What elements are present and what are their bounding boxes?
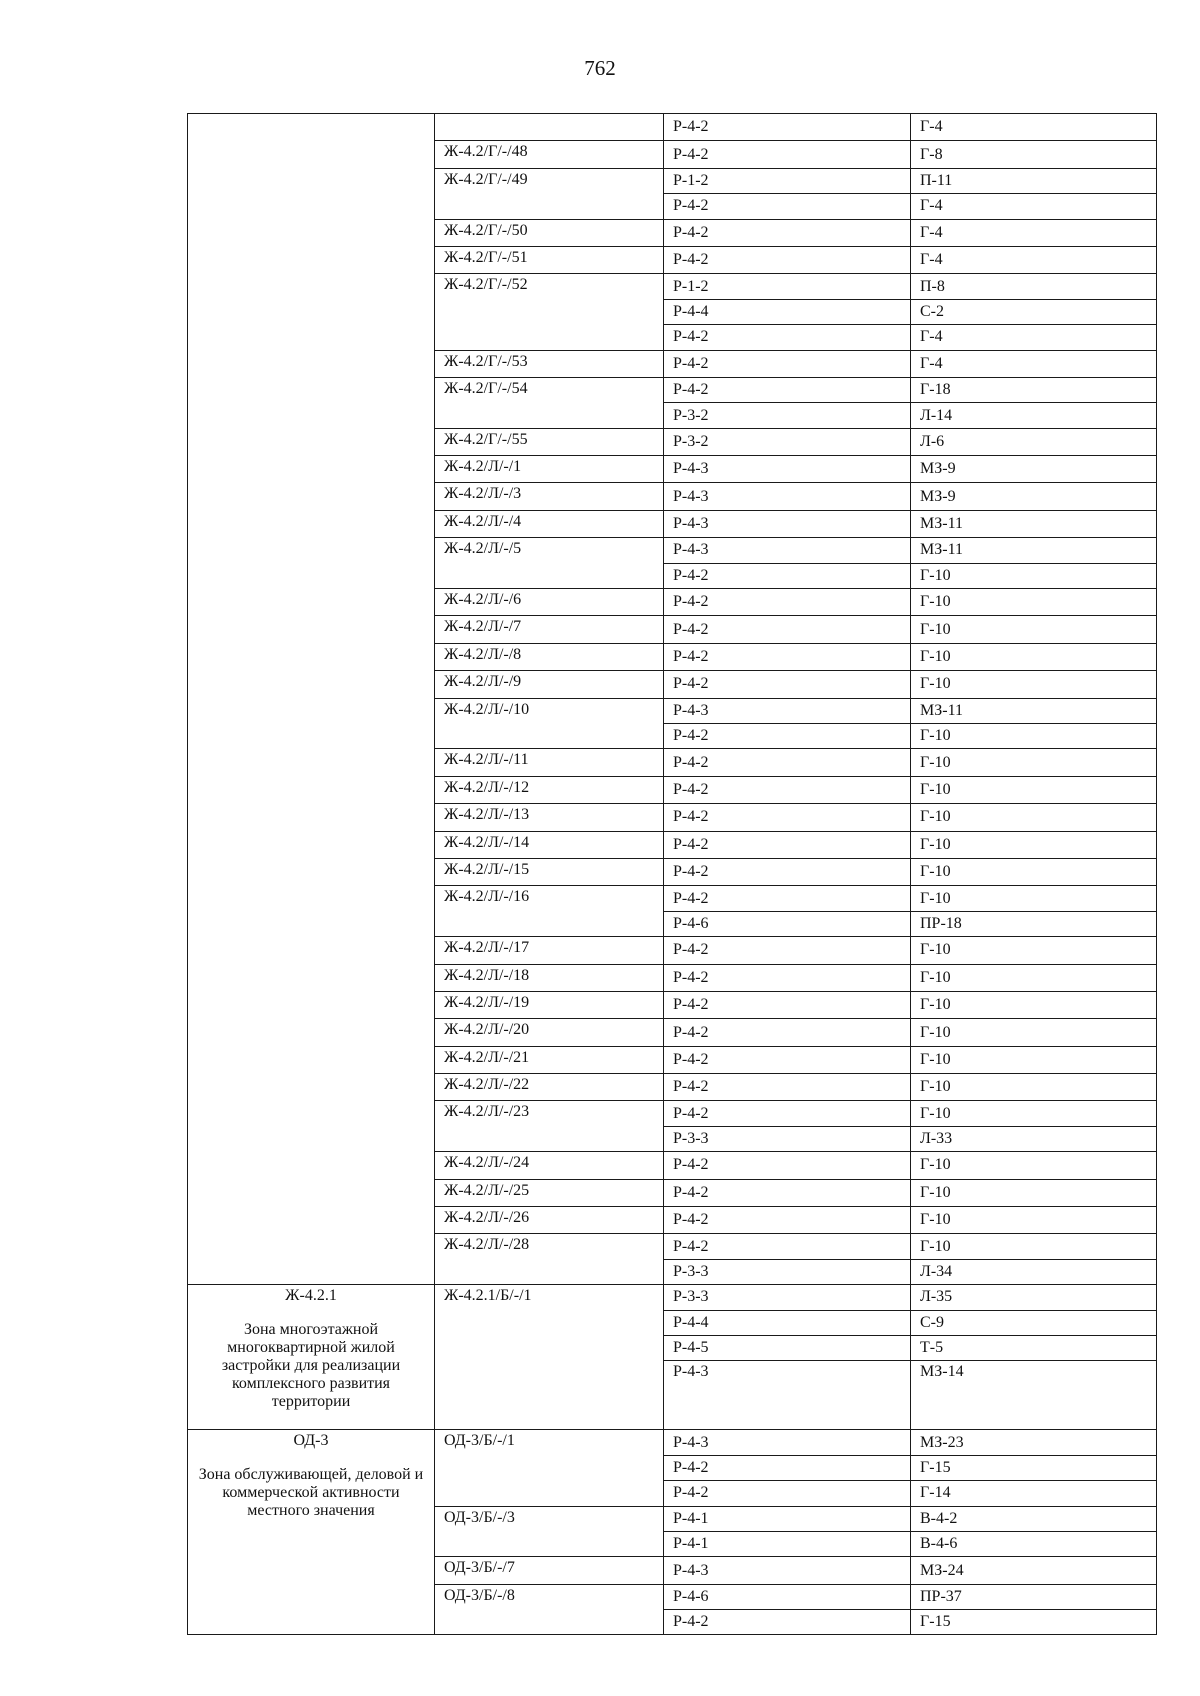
- object-code-cell: Г-10: [911, 1074, 1157, 1101]
- r-code-cell: Р-4-2: [664, 114, 911, 141]
- r-code-cell: Р-4-2: [664, 1074, 911, 1101]
- subzone-code-cell: Ж-4.2/Л/-/21: [435, 1046, 664, 1073]
- r-code-cell: Р-4-1: [664, 1531, 911, 1556]
- object-code-cell: Г-10: [911, 589, 1157, 616]
- zone-cell: [188, 1430, 435, 1635]
- subzone-code-cell: Ж-4.2/Л/-/14: [435, 831, 664, 858]
- subzone-code-cell: Ж-4.2/Л/-/15: [435, 858, 664, 885]
- r-code-cell: Р-3-3: [664, 1126, 911, 1151]
- subzone-code-cell: Ж-4.2/Л/-/8: [435, 643, 664, 670]
- r-code-cell: Р-4-3: [664, 698, 911, 723]
- object-code-cell: МЗ-24: [911, 1557, 1157, 1584]
- object-code-cell: Г-10: [911, 643, 1157, 670]
- object-code-cell: МЗ-23: [911, 1430, 1157, 1455]
- r-code-cell: Р-4-3: [664, 1430, 911, 1455]
- r-code-cell: Р-4-3: [664, 483, 911, 510]
- subzone-code-cell: Ж-4.2/Л/-/1: [435, 456, 664, 483]
- subzone-code-cell: Ж-4.2/Л/-/11: [435, 749, 664, 776]
- object-code-cell: Г-14: [911, 1481, 1157, 1506]
- zone-description: Зона многоэтажной многоквартирной жилой застройки для реализации комплексного развития территории: [221, 1321, 401, 1410]
- subzone-code-cell: ОД-3/Б/-/1: [435, 1430, 664, 1506]
- object-code-cell: Г-10: [911, 1046, 1157, 1073]
- r-code-cell: Р-4-2: [664, 563, 911, 588]
- r-code-cell: Р-3-2: [664, 403, 911, 428]
- r-code-cell: Р-4-6: [664, 911, 911, 936]
- subzone-code-cell: Ж-4.2/Л/-/12: [435, 776, 664, 803]
- r-code-cell: Р-4-4: [664, 299, 911, 324]
- r-code-cell: Р-1-2: [664, 168, 911, 193]
- object-code-cell: МЗ-9: [911, 483, 1157, 510]
- object-code-cell: С-2: [911, 299, 1157, 324]
- object-code-cell: Л-33: [911, 1126, 1157, 1151]
- r-code-cell: Р-4-2: [664, 1207, 911, 1234]
- r-code-cell: Р-4-3: [664, 1361, 911, 1430]
- subzone-code-cell: Ж-4.2/Л/-/7: [435, 616, 664, 643]
- object-code-cell: С-9: [911, 1310, 1157, 1335]
- r-code-cell: Р-4-3: [664, 1557, 911, 1584]
- object-code-cell: Г-10: [911, 749, 1157, 776]
- subzone-code-cell: Ж-4.2/Л/-/20: [435, 1019, 664, 1046]
- subzone-code-cell: Ж-4.2/Л/-/16: [435, 886, 664, 937]
- object-code-cell: ПР-18: [911, 911, 1157, 936]
- object-code-cell: Г-10: [911, 991, 1157, 1018]
- r-code-cell: Р-4-2: [664, 723, 911, 748]
- object-code-cell: Л-34: [911, 1259, 1157, 1284]
- subzone-code-cell: Ж-4.2/Л/-/25: [435, 1179, 664, 1206]
- object-code-cell: Г-10: [911, 776, 1157, 803]
- object-code-cell: Г-18: [911, 377, 1157, 402]
- object-code-cell: Г-10: [911, 1152, 1157, 1179]
- r-code-cell: Р-4-2: [664, 1610, 911, 1635]
- subzone-code-cell: Ж-4.2/Г/-/48: [435, 141, 664, 168]
- r-code-cell: Р-4-2: [664, 671, 911, 698]
- object-code-cell: МЗ-11: [911, 698, 1157, 723]
- object-code-cell: Г-10: [911, 1234, 1157, 1259]
- object-code-cell: Г-4: [911, 246, 1157, 273]
- subzone-code-cell: Ж-4.2/Л/-/5: [435, 538, 664, 589]
- r-code-cell: Р-4-2: [664, 1455, 911, 1480]
- subzone-code-cell: Ж-4.2/Л/-/26: [435, 1207, 664, 1234]
- r-code-cell: Р-4-2: [664, 1152, 911, 1179]
- object-code-cell: Г-10: [911, 964, 1157, 991]
- subzone-code-cell: Ж-4.2/Л/-/10: [435, 698, 664, 749]
- r-code-cell: Р-4-2: [664, 219, 911, 246]
- subzone-code-cell: Ж-4.2/Л/-/9: [435, 671, 664, 698]
- object-code-cell: Г-10: [911, 1101, 1157, 1126]
- object-code-cell: Г-4: [911, 194, 1157, 219]
- subzone-code-cell: Ж-4.2/Г/-/49: [435, 168, 664, 219]
- subzone-code-cell: Ж-4.2/Г/-/55: [435, 428, 664, 455]
- object-code-cell: Г-10: [911, 1179, 1157, 1206]
- r-code-cell: Р-4-2: [664, 1101, 911, 1126]
- r-code-cell: Р-4-5: [664, 1335, 911, 1360]
- object-code-cell: Г-10: [911, 886, 1157, 911]
- subzone-code-cell: ОД-3/Б/-/3: [435, 1506, 664, 1557]
- object-code-cell: П-8: [911, 274, 1157, 299]
- subzone-code-cell: Ж-4.2/Г/-/53: [435, 350, 664, 377]
- subzone-code-cell: Ж-4.2/Л/-/24: [435, 1152, 664, 1179]
- object-code-cell: Г-4: [911, 219, 1157, 246]
- object-code-cell: Г-10: [911, 858, 1157, 885]
- object-code-cell: Г-10: [911, 1019, 1157, 1046]
- r-code-cell: Р-4-2: [664, 831, 911, 858]
- r-code-cell: Р-4-2: [664, 776, 911, 803]
- subzone-code-cell: Ж-4.2/Л/-/13: [435, 804, 664, 831]
- subzone-code-cell: [435, 114, 664, 141]
- r-code-cell: Р-4-2: [664, 246, 911, 273]
- r-code-cell: Р-1-2: [664, 274, 911, 299]
- r-code-cell: Р-4-2: [664, 1234, 911, 1259]
- object-code-cell: Г-10: [911, 937, 1157, 964]
- r-code-cell: Р-4-2: [664, 350, 911, 377]
- zone-description: Зона обслуживающей, деловой и коммерческой активности местного значения: [198, 1466, 424, 1520]
- r-code-cell: Р-4-1: [664, 1506, 911, 1531]
- zone-cell: [188, 114, 435, 1285]
- r-code-cell: Р-4-2: [664, 991, 911, 1018]
- subzone-code-cell: Ж-4.2/Л/-/3: [435, 483, 664, 510]
- subzone-code-cell: Ж-4.2/Л/-/18: [435, 964, 664, 991]
- r-code-cell: Р-4-6: [664, 1584, 911, 1609]
- r-code-cell: Р-4-2: [664, 1019, 911, 1046]
- object-code-cell: Г-4: [911, 114, 1157, 141]
- r-code-cell: Р-3-3: [664, 1259, 911, 1284]
- zone-code: ОД-3: [293, 1432, 329, 1450]
- subzone-code-cell: Ж-4.2/Г/-/51: [435, 246, 664, 273]
- r-code-cell: Р-4-2: [664, 886, 911, 911]
- subzone-code-cell: ОД-3/Б/-/7: [435, 1557, 664, 1584]
- object-code-cell: Г-15: [911, 1610, 1157, 1635]
- object-code-cell: Г-4: [911, 350, 1157, 377]
- object-code-cell: П-11: [911, 168, 1157, 193]
- object-code-cell: Л-6: [911, 428, 1157, 455]
- object-code-cell: Г-10: [911, 616, 1157, 643]
- subzone-code-cell: Ж-4.2/Л/-/23: [435, 1101, 664, 1152]
- object-code-cell: В-4-2: [911, 1506, 1157, 1531]
- subzone-code-cell: Ж-4.2/Л/-/4: [435, 510, 664, 537]
- r-code-cell: Р-4-2: [664, 589, 911, 616]
- subzone-code-cell: Ж-4.2/Г/-/52: [435, 274, 664, 350]
- r-code-cell: Р-4-3: [664, 538, 911, 563]
- table-row: [188, 1285, 1157, 1310]
- r-code-cell: Р-4-2: [664, 377, 911, 402]
- object-code-cell: Г-10: [911, 1207, 1157, 1234]
- r-code-cell: Р-4-2: [664, 1046, 911, 1073]
- r-code-cell: Р-4-2: [664, 964, 911, 991]
- r-code-cell: Р-4-2: [664, 325, 911, 350]
- subzone-code-cell: Ж-4.2/Л/-/17: [435, 937, 664, 964]
- subzone-code-cell: Ж-4.2/Л/-/28: [435, 1234, 664, 1285]
- object-code-cell: Г-10: [911, 671, 1157, 698]
- zoning-table-body: [188, 114, 1157, 1635]
- object-code-cell: МЗ-14: [911, 1361, 1157, 1430]
- r-code-cell: Р-4-2: [664, 1179, 911, 1206]
- r-code-cell: Р-3-3: [664, 1285, 911, 1310]
- object-code-cell: В-4-6: [911, 1531, 1157, 1556]
- object-code-cell: Г-10: [911, 804, 1157, 831]
- r-code-cell: Р-4-2: [664, 141, 911, 168]
- subzone-code-cell: Ж-4.2/Г/-/54: [435, 377, 664, 428]
- subzone-code-cell: ОД-3/Б/-/8: [435, 1584, 664, 1635]
- page-number: 762: [584, 56, 616, 80]
- r-code-cell: Р-4-3: [664, 456, 911, 483]
- object-code-cell: Л-14: [911, 403, 1157, 428]
- r-code-cell: Р-4-2: [664, 858, 911, 885]
- r-code-cell: Р-4-3: [664, 510, 911, 537]
- object-code-cell: МЗ-9: [911, 456, 1157, 483]
- subzone-code-cell: Ж-4.2/Л/-/6: [435, 589, 664, 616]
- object-code-cell: Г-10: [911, 831, 1157, 858]
- table-row: [188, 1430, 1157, 1455]
- subzone-code-cell: Ж-4.2.1/Б/-/1: [435, 1285, 664, 1430]
- object-code-cell: Г-10: [911, 723, 1157, 748]
- r-code-cell: Р-3-2: [664, 428, 911, 455]
- zone-cell: [188, 1285, 435, 1430]
- object-code-cell: Л-35: [911, 1285, 1157, 1310]
- r-code-cell: Р-4-2: [664, 194, 911, 219]
- object-code-cell: Г-4: [911, 325, 1157, 350]
- r-code-cell: Р-4-2: [664, 804, 911, 831]
- r-code-cell: Р-4-4: [664, 1310, 911, 1335]
- zoning-table: [187, 113, 1157, 1635]
- r-code-cell: Р-4-2: [664, 749, 911, 776]
- object-code-cell: ПР-37: [911, 1584, 1157, 1609]
- subzone-code-cell: Ж-4.2/Л/-/22: [435, 1074, 664, 1101]
- r-code-cell: Р-4-2: [664, 1481, 911, 1506]
- object-code-cell: МЗ-11: [911, 510, 1157, 537]
- r-code-cell: Р-4-2: [664, 643, 911, 670]
- object-code-cell: Г-15: [911, 1455, 1157, 1480]
- subzone-code-cell: Ж-4.2/Г/-/50: [435, 219, 664, 246]
- object-code-cell: Г-8: [911, 141, 1157, 168]
- object-code-cell: Г-10: [911, 563, 1157, 588]
- zone-code: Ж-4.2.1: [285, 1287, 337, 1305]
- object-code-cell: Т-5: [911, 1335, 1157, 1360]
- object-code-cell: МЗ-11: [911, 538, 1157, 563]
- r-code-cell: Р-4-2: [664, 937, 911, 964]
- r-code-cell: Р-4-2: [664, 616, 911, 643]
- subzone-code-cell: Ж-4.2/Л/-/19: [435, 991, 664, 1018]
- table-row: [188, 114, 1157, 141]
